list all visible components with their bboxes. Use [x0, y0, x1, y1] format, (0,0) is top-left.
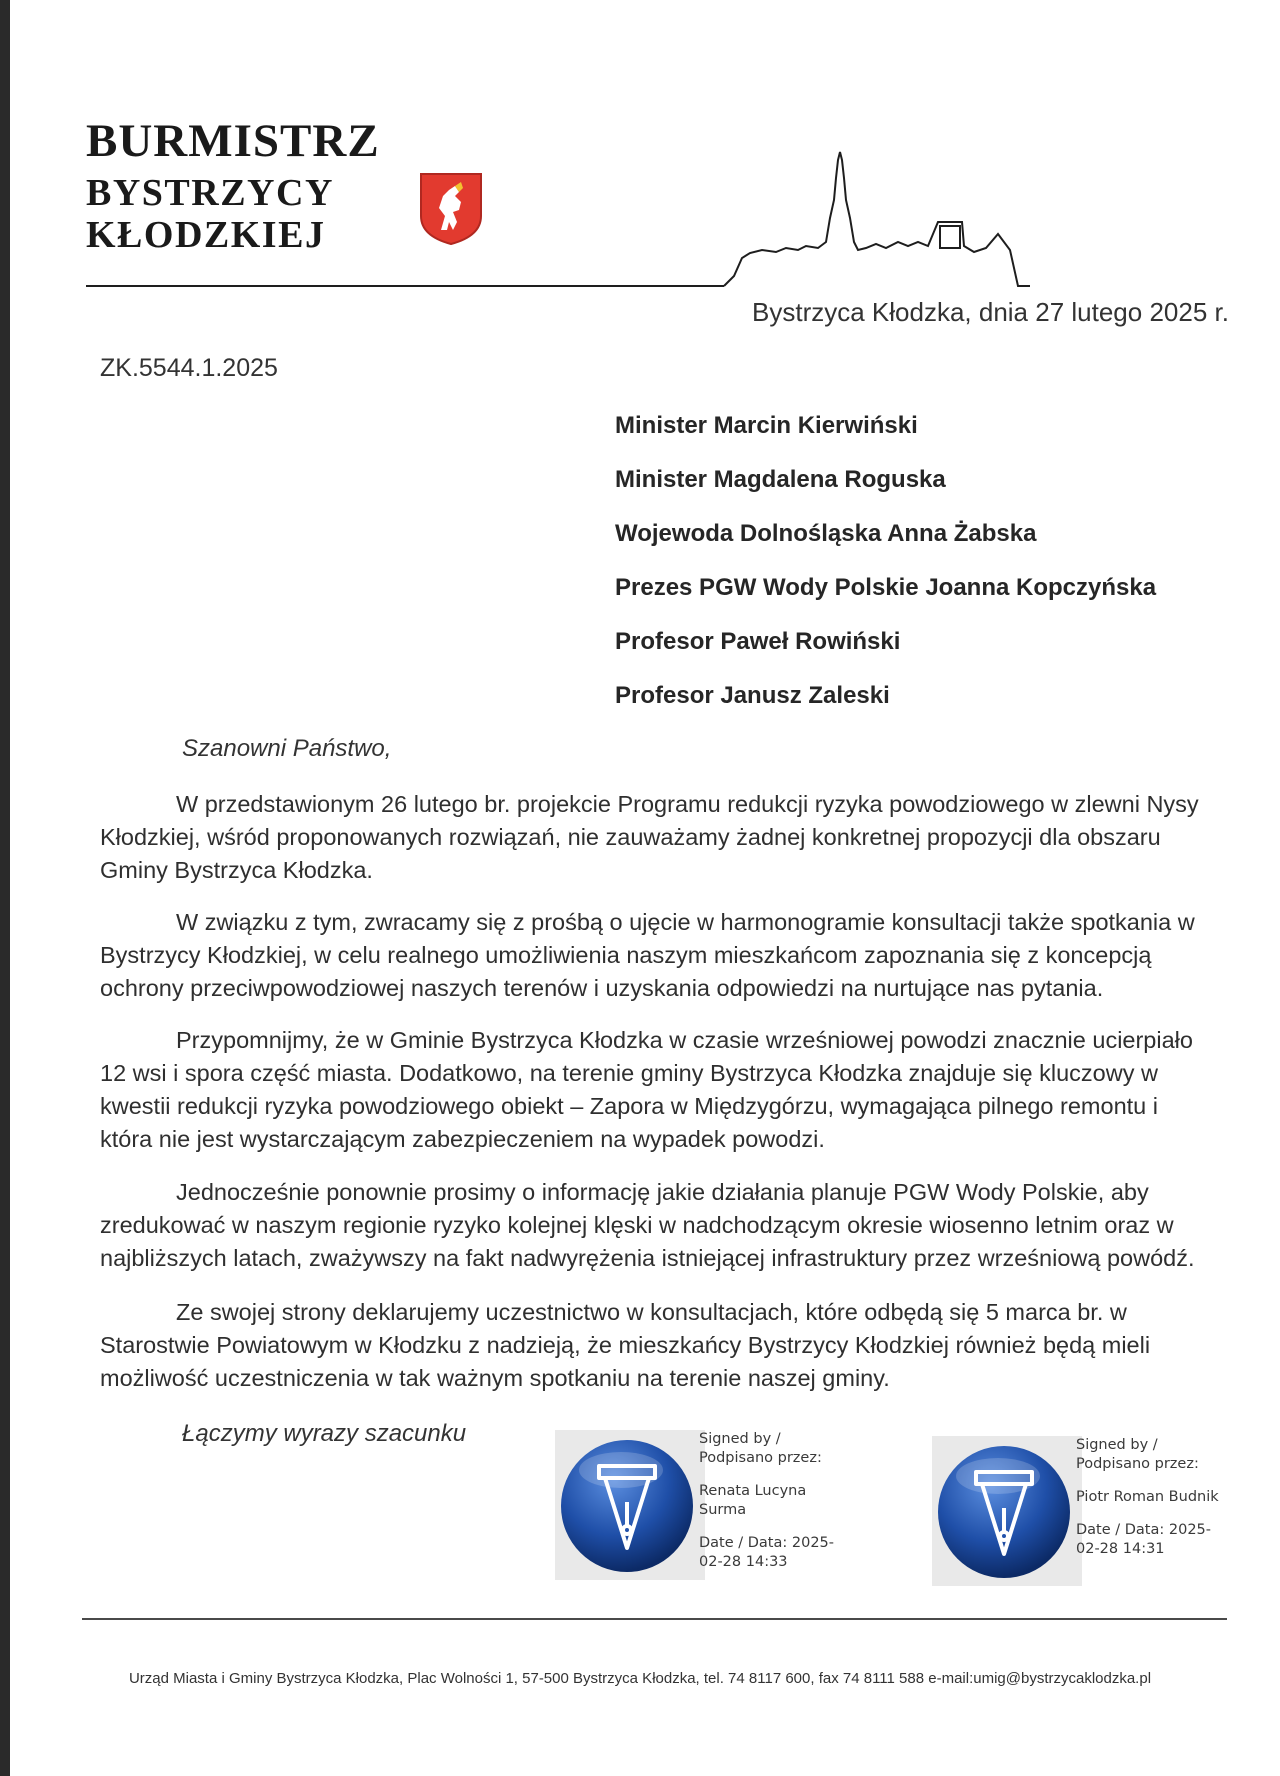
signature-details	[1076, 1436, 1226, 1559]
signature-date: Date / Data: 2025- 02-28 14:31	[1076, 1522, 1212, 1557]
signature-date: Date / Data: 2025- 02-28 14:33	[699, 1535, 835, 1570]
recipient-item: Minister Magdalena Roguska	[615, 466, 946, 493]
signer-name: Renata Lucyna Surma	[699, 1483, 807, 1518]
reference-number: ZK.5544.1.2025	[100, 354, 278, 382]
footer-address: Urząd Miasta i Gminy Bystrzyca Kłodzka, Plac Wolności 1, 57-500 Bystrzyca Kłodzka, tel. 74 8117 600, fax 74 8111 588 e-mail:umig@bystrzycaklodzka.pl	[128, 1670, 1152, 1687]
recipient-item: Profesor Janusz Zaleski	[615, 682, 890, 709]
body-paragraph: W przedstawionym 26 lutego br. projekcie Programu redukcji ryzyka powodziowego w zlewni Nysy Kłodzkiej, wśród proponowanych rozwiązań, nie zauważamy żadnej konkretnej propozycji dla obszaru Gminy Bystrzyca Kłodzka.	[100, 791, 1199, 883]
town-skyline-icon	[86, 138, 1056, 298]
recipient-item: Prezes PGW Wody Polskie Joanna Kopczyńska	[615, 574, 1157, 601]
electronic-signature	[555, 1430, 845, 1580]
letter-date: Bystrzyca Kłodzka, dnia 27 lutego 2025 r.	[752, 297, 1229, 327]
body-paragraph: Jednocześnie ponownie prosimy o informację jakie działania planuje PGW Wody Polskie, aby zredukować w naszym regionie ryzyko kolejnej klęski w nadchodzącym okresie wiosenno letnim oraz w najbliższych latach, zważywszy na fakt nadwyrężenia istniejącej infrastruktury przez wrześniową powódź.	[100, 1179, 1195, 1271]
closing-phrase: Łączymy wyrazy szacunku	[182, 1420, 467, 1447]
recipient-item: Minister Marcin Kierwiński	[615, 412, 918, 439]
signature-badge	[555, 1430, 705, 1580]
letterhead	[86, 115, 1056, 278]
signature-details	[699, 1430, 849, 1572]
letterhead-title-line1: BURMISTRZ	[86, 115, 380, 167]
recipient-item: Wojewoda Dolnośląska Anna Żabska	[615, 520, 1037, 547]
electronic-signature	[932, 1436, 1222, 1586]
letterhead-title-line2: BYSTRZYCY	[86, 172, 334, 214]
body-paragraph: W związku z tym, zwracamy się z prośbą o ujęcie w harmonogramie konsultacji także spotkania w Bystrzycy Kłodzkiej, w celu realnego umożliwienia naszym mieszkańcom zapoznania się z koncepcją ochrony przeciwpowodziowej naszych terenów i uzyskania odpowiedzi na nurtujące nas pytania.	[100, 909, 1195, 1001]
body-paragraph: Przypomnijmy, że w Gminie Bystrzyca Kłodzka w czasie wrześniowej powodzi znacznie ucierpiało 12 wsi i spora część miasta. Dodatkowo, na terenie gminy Bystrzyca Kłodzka znajduje się kluczowy w kwestii redukcji ryzyka powodziowego obiekt – Zapora w Międzygórzu, wymagająca pilnego remontu i która nie jest wystarczającym zabezpieczeniem na wypadek powodzi.	[100, 1027, 1193, 1152]
footer-divider	[82, 1618, 1227, 1620]
signed-by-label: Signed by / Podpisano przez:	[699, 1431, 822, 1466]
letterhead-title-line3: KŁODZKIEJ	[86, 214, 326, 256]
scan-edge	[0, 0, 10, 1776]
body-paragraph: Ze swojej strony deklarujemy uczestnictwo w konsultacjach, które odbędą się 5 marca br. w Starostwie Powiatowym w Kłodzku z nadzieją, że mieszkańcy Bystrzycy Kłodzkiej również będą mieli możliwość uczestniczenia w tak ważnym spotkaniu na terenie naszej gminy.	[100, 1299, 1151, 1391]
salutation: Szanowni Państwo,	[182, 735, 392, 762]
signature-badge	[932, 1436, 1082, 1586]
recipient-item: Profesor Paweł Rowiński	[615, 628, 901, 655]
signer-name: Piotr Roman Budnik	[1076, 1489, 1219, 1505]
recipient-list	[615, 411, 1156, 735]
fountain-pen-signature-icon	[555, 1430, 705, 1580]
signed-by-label: Signed by / Podpisano przez:	[1076, 1437, 1199, 1472]
fountain-pen-signature-icon	[932, 1436, 1082, 1586]
